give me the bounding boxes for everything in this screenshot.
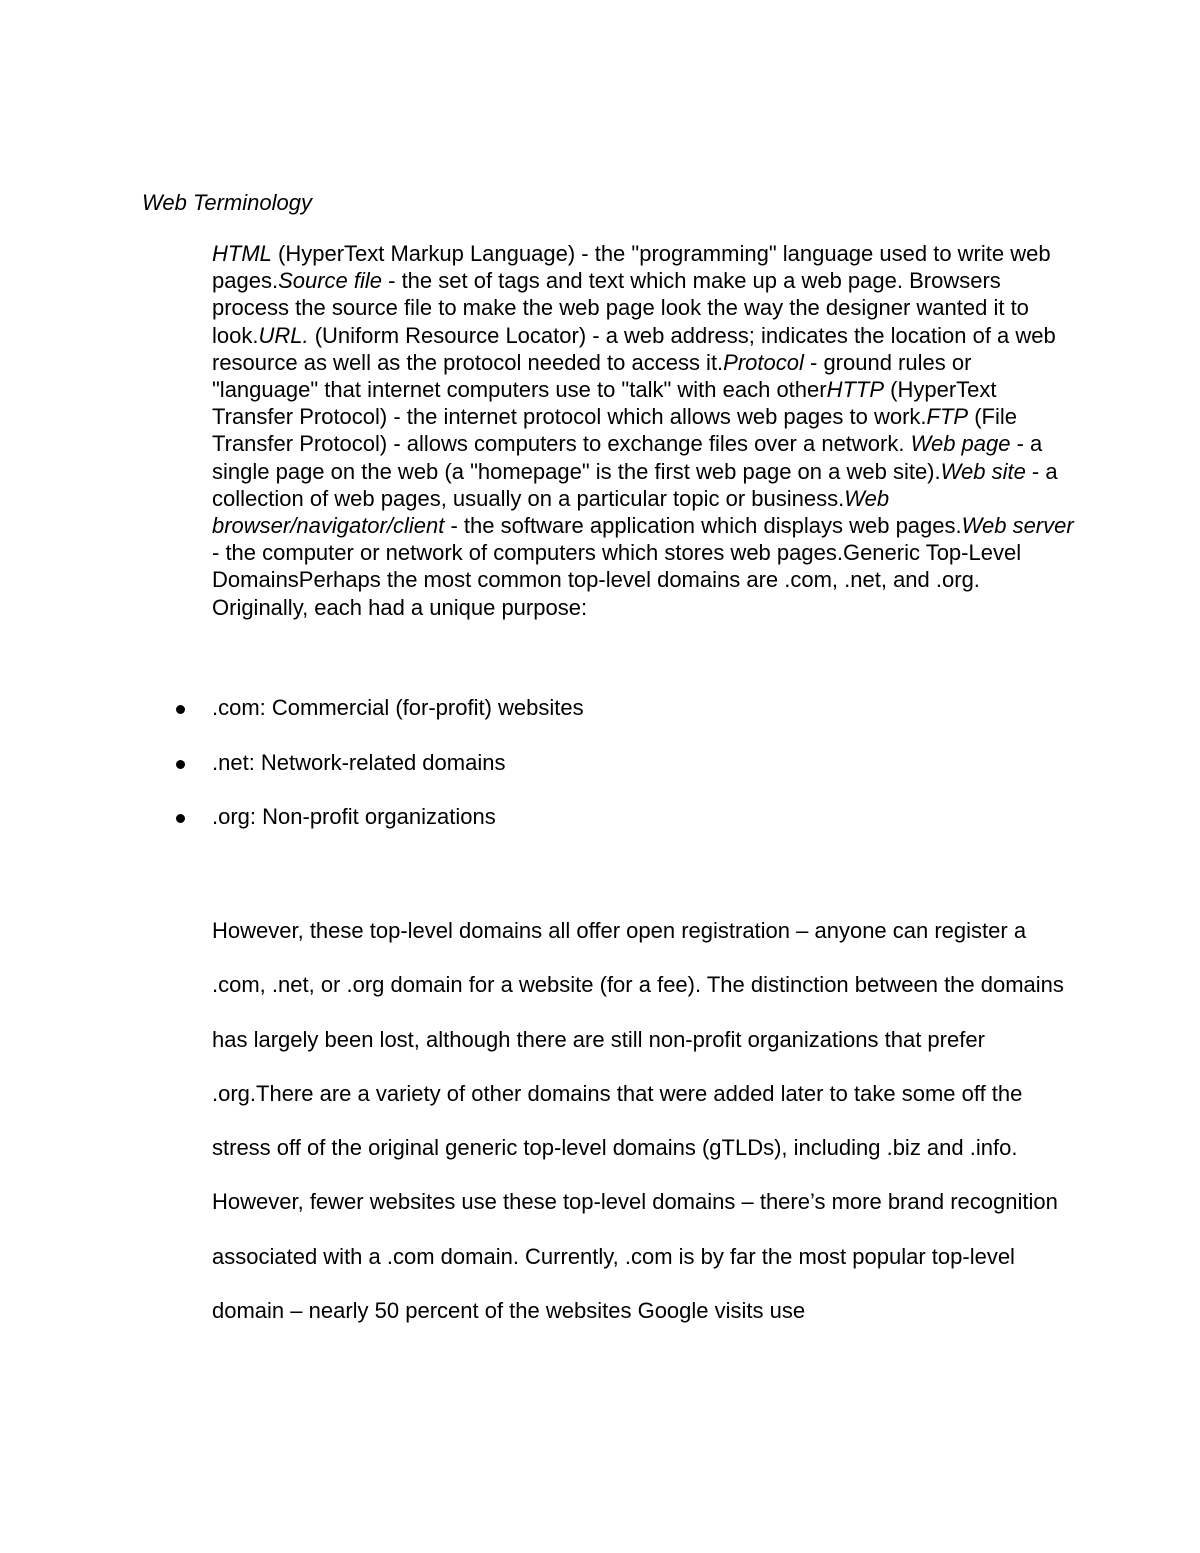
definition-url: (Uniform Resource Locator) - a web address; indicates the location of a web resource as well as the protocol needed to access it. <box>212 322 1056 375</box>
definition-ftp: (File Transfer Protocol) - allows computers to exchange files over a network. <box>212 404 1017 457</box>
list-item <box>0 694 1200 749</box>
bullet-icon <box>176 814 185 823</box>
term-web-browser: Web browser/navigator/client <box>212 485 890 539</box>
definition-web-site: - a collection of web pages, usually on a particular topic or business. <box>212 458 1058 511</box>
term-protocol: Protocol <box>723 349 804 375</box>
term-source-file: Source file <box>278 268 383 294</box>
term-ftp: FTP <box>926 404 969 430</box>
term-http: HTTP <box>826 377 885 403</box>
definition-protocol: - ground rules or "language" that internet computers use to "talk" with each other <box>212 349 972 403</box>
bullet-text: .com: Commercial (for-profit) websites <box>212 695 584 720</box>
list-item <box>0 803 1200 858</box>
bullet-icon <box>176 760 185 769</box>
bullet-text: .org: Non-profit organizations <box>212 804 496 829</box>
term-web-site: Web site <box>940 458 1026 484</box>
definition-web-server: - the computer or network of computers which stores web pages.Generic Top-Level DomainsPerhaps the most common top-level domains are .com, .net, and .org. Originally, each had a unique purpose: <box>212 540 1022 620</box>
definition-source-file: - the set of tags and text which make up a web page. Browsers process the source file to make the web page look the way the designer wanted it to look. <box>212 268 1029 348</box>
term-html: HTML <box>212 241 272 266</box>
definition-http: (HyperText Transfer Protocol) - the internet protocol which allows web pages to work. <box>212 377 997 430</box>
term-web-server: Web server <box>961 513 1074 539</box>
term-web-page: Web page <box>910 431 1011 457</box>
page-title: Web Terminology <box>142 190 312 215</box>
domain-bullet-list <box>0 694 1200 858</box>
definition-html: (HyperText Markup Language) - the "programming" language used to write web pages. <box>212 241 1051 294</box>
definition-web-page: - a single page on the web (a "homepage" is the first web page on a web site). <box>212 431 1043 484</box>
definition-web-browser: - the software application which displays web pages. <box>444 513 962 539</box>
closing-paragraph: However, these top-level domains all offer open registration – anyone can register a .com, .net, or .org domain for a website (for a fee). The distinction between the domains has largely been lost, although there are still non-profit organizations that prefer .org.There are a variety of other domains that were added later to take some off the stress off of the original generic top-level domains (gTLDs), including .biz and .info. However, fewer websites use these top-level domains – there’s more brand recognition associated with a .com domain. Currently, .com is by far the most popular top-level domain – nearly 50 percent of the websites Google visits use <box>212 918 1064 1324</box>
bullet-text: .net: Network-related domains <box>212 749 506 775</box>
bullet-icon <box>176 705 185 714</box>
definitions-paragraph <box>212 240 1082 621</box>
list-item <box>0 749 1200 804</box>
term-url: URL. <box>258 322 309 348</box>
